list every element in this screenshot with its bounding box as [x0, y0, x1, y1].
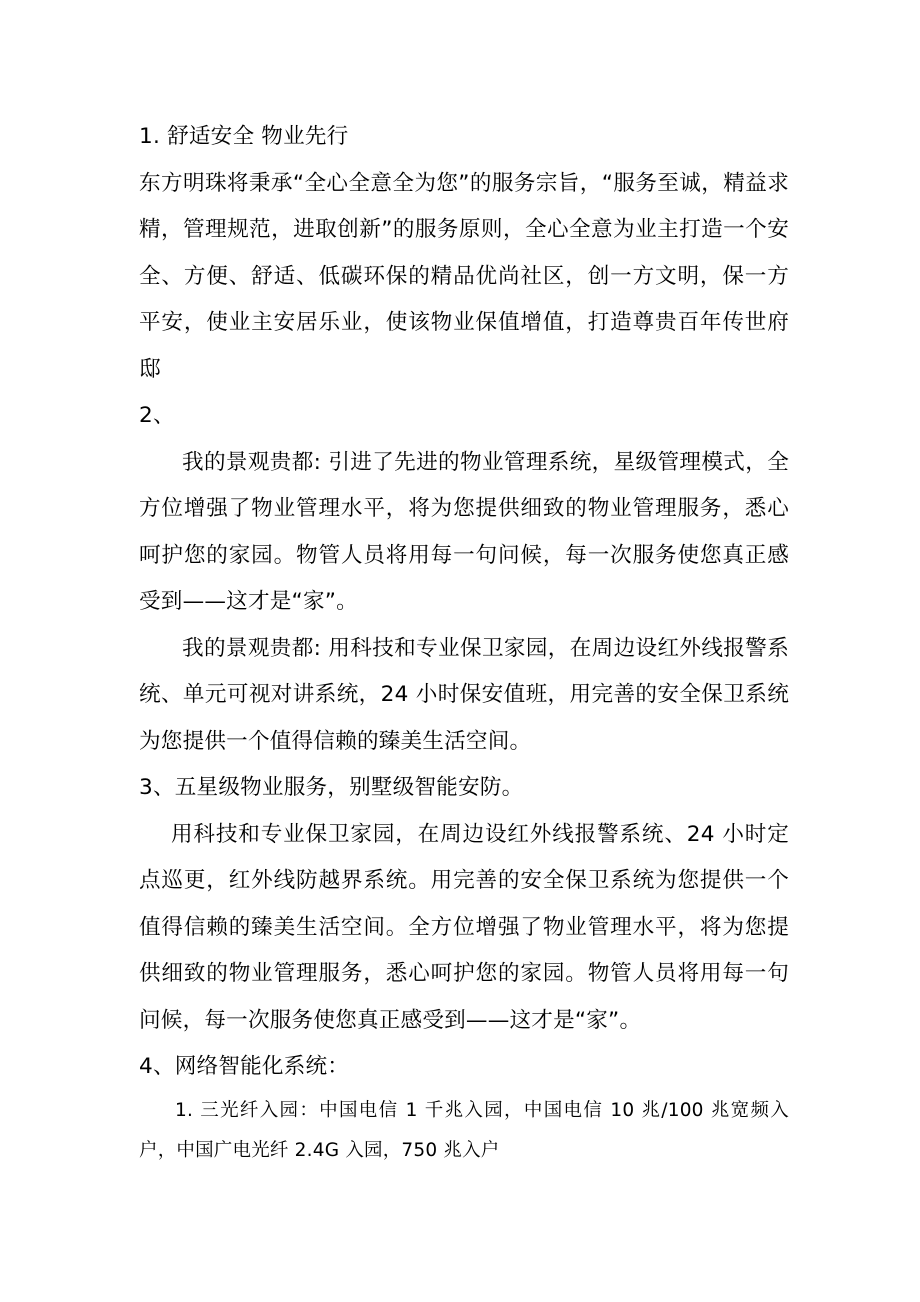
section-2-paragraph-management: 我的景观贵都: 引进了先进的物业管理系统，星级管理模式，全方位增强了物业管理水平，将为您提供细致的物业管理服务，悉心呵护您的家园。物管人员将用每一句问候，每一次服务使您真正感受到——这才是“家”。	[139, 449, 789, 614]
section-2-heading: 2、	[139, 403, 175, 428]
section-1-heading: 1. 舒适安全 物业先行	[139, 124, 349, 149]
section-3-heading: 3、五星级物业服务，别墅级智能安防。	[139, 775, 524, 800]
section-3-paragraph: 用科技和专业保卫家园，在周边设红外线报警系统、24 小时定点巡更，红外线防越界系统。用完善的安全保卫系统为您提供一个值得信赖的臻美生活空间。全方位增强了物业管理水平，将为您提供细致的物业管理服务，悉心呵护您的家园。物管人员将用每一句问候，每一次服务使您真正感受到——这才是“家”。	[139, 821, 789, 1033]
section-4-heading: 4、网络智能化系统：	[139, 1054, 350, 1079]
section-4-item-1: 1. 三光纤入园：中国电信 1 千兆入园，中国电信 10 兆/100 兆宽频入户，中国广电光纤 2.4G 入园，750 兆入户	[139, 1099, 789, 1161]
document-body	[139, 114, 789, 1171]
section-2-paragraph-security: 我的景观贵都: 用科技和专业保卫家园，在周边设红外线报警系统、单元可视对讲系统，24 小时保安值班，用完善的安全保卫系统为您提供一个值得信赖的臻美生活空间。	[139, 635, 789, 754]
section-1-paragraph: 东方明珠将秉承“全心全意全为您”的服务宗旨，“服务至诚，精益求精，管理规范，进取创新”的服务原则，全心全意为业主打造一个安全、方便、舒适、低碳环保的精品优尚社区，创一方文明，保一方平安，使业主安居乐业，使该物业保值增值，打造尊贵百年传世府邸	[139, 170, 789, 382]
